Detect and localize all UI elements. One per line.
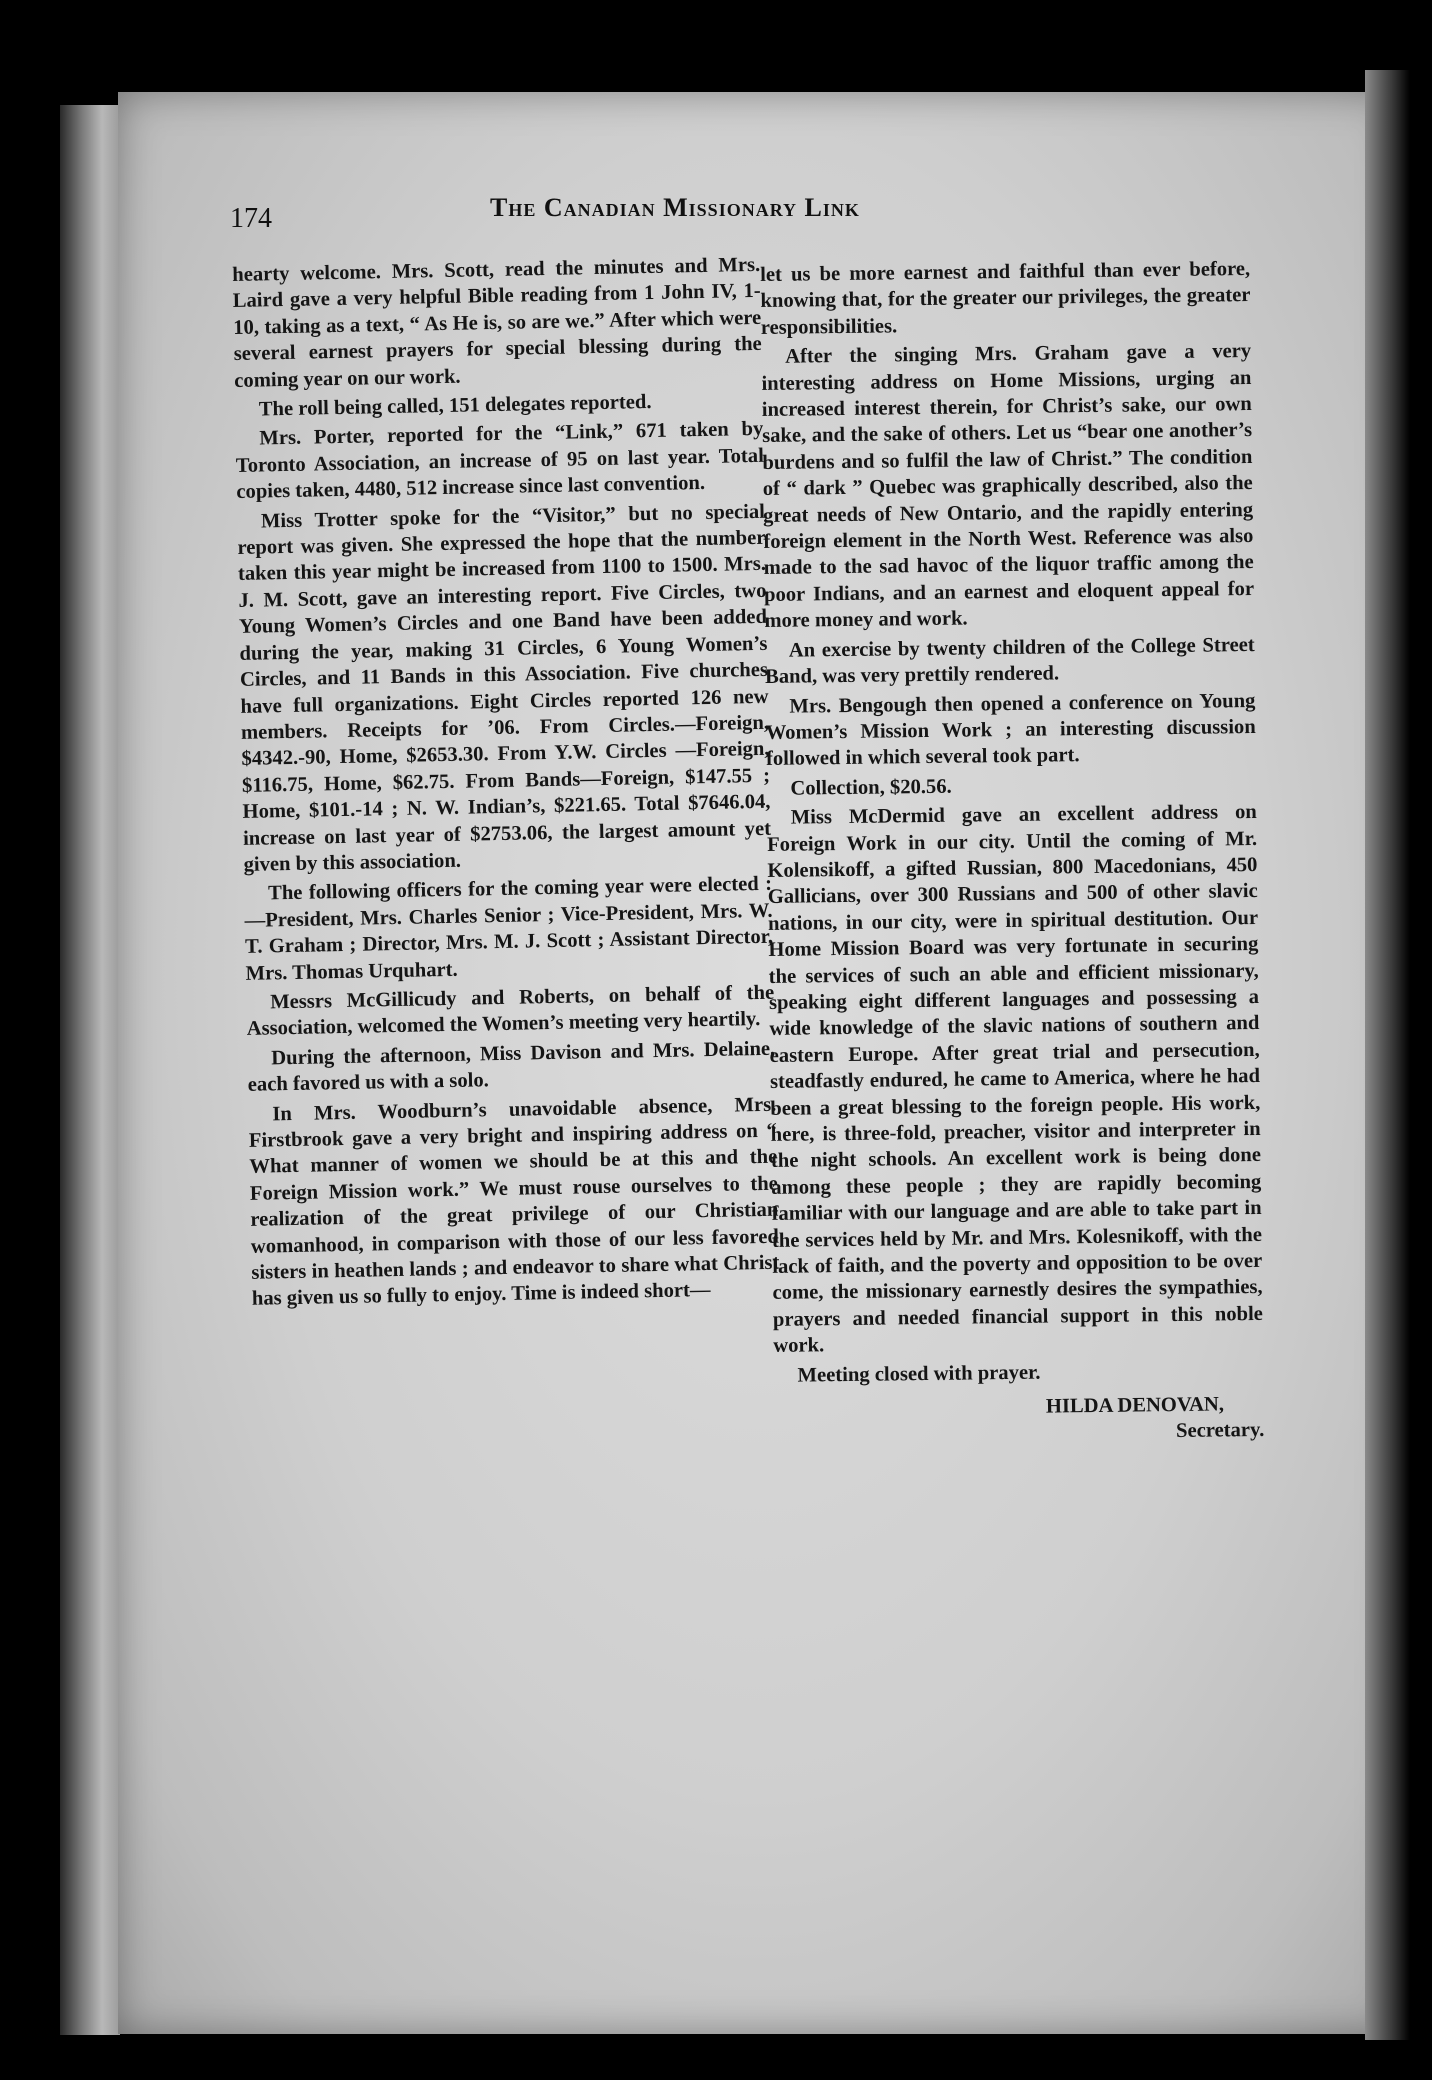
paragraph: During the afternoon, Miss Davison and Mrs. Delaine, each favored us with a solo. (247, 1037, 776, 1097)
paragraph: After the singing Mrs. Graham gave a very interesting address on Home Missions, urging an increased interest therein, for Christ’s sake, our own sake, and the sake of others. Let us “bear one another’s burdens and so fulfil the law of Christ.” The condition of “ dark ” Quebec was graphically described, also the great needs of New Ontario, and the rapidly entering foreign element in the North West. Reference was also made to the sad havoc of the liquor traffic among the poor Indians, and an earnest and eloquent appeal for more money and work. (761, 340, 1255, 633)
paragraph: In Mrs. Woodburn’s unavoidable absence, Mrs. Firstbrook gave a very bright and inspiring address on “ What manner of women we should be at this and the Foreign Mission work.” We must rouse ourselves to the realization of the great privilege of our Christian womanhood, in comparison with those of our less favored sisters in heathen lands ; and endeavor to share what Christ has given us so fully to enjoy. Time is indeed short— (248, 1093, 780, 1311)
book-binding-edge (60, 105, 120, 2035)
paragraph: Mrs. Porter, reported for the “Link,” 671 taken by Toronto Association, an increase of 95 on last year. Total copies taken, 4480, 512 increase since last convention. (235, 418, 765, 504)
paragraph: Meeting closed with prayer. (797, 1361, 1041, 1387)
paragraph: Messrs McGillicudy and Roberts, on behalf of the Association, welcomed the Women’s meeting very heartily. (246, 981, 775, 1041)
left-column (232, 252, 780, 1316)
paragraph: An exercise by twenty children of the College Street Band, was very prettily rendered. (764, 633, 1255, 689)
signature-block (774, 1391, 1265, 1450)
paragraph: Miss Trotter spoke for the “Visitor,” but no special report was given. She expressed the hope that the number taken this year might be increased from 1100 to 1500. Mrs. J. M. Scott, gave an interesting report. Five Circles, two Young Women’s Circles and one Band have been added during the year, making 31 Circles, 6 Young Women’s Circles, and 11 Bands in this Association. Five churches have full organizations. Eight Circles reported 126 new members. Receipts for ’06. From Circles.—Foreign, $4342.-90, Home, $2653.30. From Y.W. Circles —Foreign, $116.75, Home, $62.75. From Bands—Foreign, $147.55 ; Home, $101.-14 ; N. W. Indian’s, $221.65. Total $7646.04, increase on last year of $2753.06, the largest amount yet given by this association. (237, 500, 772, 876)
paragraph: hearty welcome. Mrs. Scott, read the minutes and Mrs. Laird gave a very helpful Bible reading from 1 John IV, 1-10, taking as a text, “ As He is, so are we.” After which were several earnest prayers for special blessing during the coming year on our work. (232, 253, 762, 392)
signature-name: HILDA DENOVAN, (1045, 1393, 1225, 1418)
signature-role: Secretary. (1175, 1419, 1265, 1443)
page-right-shadow (1365, 70, 1410, 2040)
paragraph: Collection, $20.56. (790, 775, 952, 800)
paragraph: The following officers for the coming year were elected :—President, Mrs. Charles Senior ; Vice-President, Mrs. W. T. Graham ; Director, Mrs. M. J. Scott ; Assistant Director, Mrs. Thomas Urquhart. (244, 873, 774, 985)
right-column (760, 256, 1264, 1450)
paragraph: The roll being called, 151 delegates reported. (258, 391, 652, 421)
paragraph: let us be more earnest and faithful than ever before, knowing that, for the greater our privileges, the greater responsibilities. (760, 258, 1251, 339)
running-title: The Canadian Missionary Link (490, 193, 860, 222)
page-header (230, 185, 1230, 245)
page-number: 174 (230, 203, 272, 234)
paragraph: Mrs. Bengough then opened a conference on Young Women’s Mission Work ; an interesting discussion followed in which several took part. (765, 689, 1256, 771)
paragraph: Miss McDermid gave an excellent address on Foreign Work in our city. Until the coming of Mr. Kolensikoff, a gifted Russian, 800 Macedonians, 450 Gallicians, over 300 Russians and 500 of other slavic nations, in our city, were in spiritual destitution. Our Home Mission Board was very fortunate in securing the services of such an able and efficient missionary, speaking eight different languages and possessing a wide knowledge of the slavic nations of southern and eastern Europe. After great trial and persecution, steadfastly endured, he came to America, where he had been a great blessing to the foreign people. His work, here, is three-fold, preacher, visitor and interpreter in the night schools. An excellent work is being done among these people ; they are rapidly becoming familiar with our language and are able to take part in the services held by Mr. and Mrs. Kolesnikoff, with the lack of faith, and the poverty and opposition to be over come, the missionary earnestly desires the sympathies, prayers and needed financial support in this noble work. (766, 801, 1264, 1358)
